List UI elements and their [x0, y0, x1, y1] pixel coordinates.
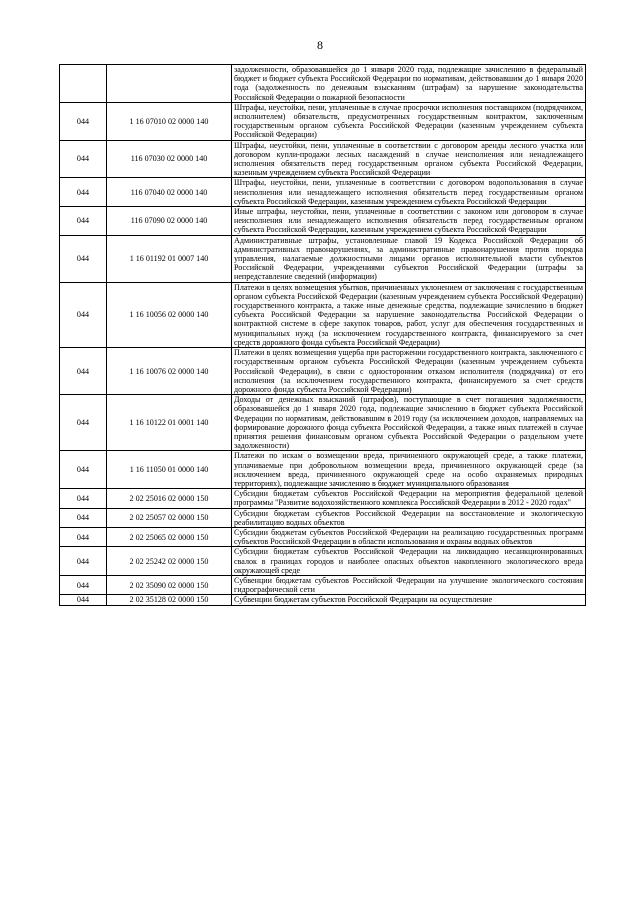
budget-classification-code-cell: 1 16 10122 01 0001 140 [107, 395, 232, 451]
revenue-name-cell: Субвенции бюджетам субъектов Российской Федерации на осуществление [232, 595, 586, 605]
administrator-code-cell: 044 [60, 140, 107, 178]
administrator-code-cell: 044 [60, 547, 107, 576]
table-row [60, 140, 586, 178]
revenue-name-cell: Штрафы, неустойки, пени, уплаченные в соответствии с договором водопользования в случае неисполнения или ненадлежащего исполнения обязательств перед государственным органом субъекта Российской Федерации, казенным учреждением субъекта Российской Федерации [232, 178, 586, 207]
budget-classification-code-cell: 1 16 11050 01 0000 140 [107, 451, 232, 489]
table-row [60, 348, 586, 395]
revenue-name-cell: Штрафы, неустойки, пени, уплаченные в соответствии с договором аренды лесного участка или договором купли-продажи лесных насаждений в случае неисполнения или ненадлежащего исполнения обязательств перед государственным органом субъекта Российской Федерации, казенным учреждением субъекта Российской Федерации [232, 140, 586, 178]
page-number: 8 [317, 38, 323, 52]
revenue-name-cell: Доходы от денежных взысканий (штрафов), поступающие в счет погашения задолженности, образовавшейся до 1 января 2020 года, подлежащие зачислению в бюджет субъекта Российской Федерации по нормативам, действовавшим в 2019 году (за исключением доходов, направляемых на формирование дорожного фонда субъекта Российской Федерации, а также иных платежей в случае принятия решения финансовым органом субъекта Российской Федерации о раздельном учете задолженности) [232, 395, 586, 451]
budget-classification-code-cell: 2 02 25016 02 0000 150 [107, 489, 232, 508]
revenue-name-cell: Субсидии бюджетам субъектов Российской Федерации на реализацию государственных программ субъектов Российской Федерации в области использования и охраны водных объектов [232, 527, 586, 546]
budget-classification-code-cell: 116 07030 02 0000 140 [107, 140, 232, 178]
revenue-name-cell: Субсидии бюджетам субъектов Российской Федерации на мероприятия федеральной целевой программы "Развитие водохозяйственного комплекса Российской Федерации в 2012 - 2020 годах" [232, 489, 586, 508]
budget-classification-code-cell: 2 02 25242 02 0000 150 [107, 547, 232, 576]
revenue-name-cell: Платежи в целях возмещения убытков, причиненных уклонением от заключения с государственным органом субъекта Российской Федерации (казенным учреждением субъекта Российской Федерации) государственного контракта, а также иные денежные средства, подлежащие зачислению в бюджет субъекта Российской Федерации за нарушение законодательства Российской Федерации о контрактной системе в сфере закупок товаров, работ, услуг для обеспечения государственных и муниципальных нужд (за исключением государственного контракта, финансируемого за счет средств дорожного фонда субъекта Российской Федерации) [232, 282, 586, 347]
administrator-code-cell: 044 [60, 489, 107, 508]
administrator-code-cell: 044 [60, 282, 107, 347]
table-row [60, 547, 586, 576]
administrator-code-cell: 044 [60, 235, 107, 282]
table-row [60, 595, 586, 605]
administrator-code-cell: 044 [60, 207, 107, 236]
budget-classification-code-cell: 2 02 25057 02 0000 150 [107, 508, 232, 527]
table-row [60, 395, 586, 451]
revenue-name-cell: задолженности, образовавшейся до 1 января 2020 года, подлежащие зачислению в федеральный бюджет и бюджет субъекта Российской Федерации по нормативам, действовавшим до 1 января 2020 года (задолженность по денежным взысканиям (штрафам) за нарушение законодательства Российской Федерации о пожарной безопасности [232, 65, 586, 103]
revenue-name-cell: Платежи по искам о возмещении вреда, причиненного окружающей среде, а также платежи, уплачиваемые при добровольном возмещении вреда, причиненного окружающей среде (за исключением вреда, причиненного окружающей среде на особо охраняемых природных территориях), подлежащие зачислению в бюджет муниципального образования [232, 451, 586, 489]
budget-classification-code-cell: 1 16 07010 02 0000 140 [107, 102, 232, 140]
table-row [60, 102, 586, 140]
budget-classification-code-cell: 116 07090 02 0000 140 [107, 207, 232, 236]
table-row [60, 489, 586, 508]
administrator-code-cell: 044 [60, 395, 107, 451]
budget-classification-code-cell: 2 02 35128 02 0000 150 [107, 595, 232, 605]
budget-classification-code-cell: 2 02 25065 02 0000 150 [107, 527, 232, 546]
budget-classification-code-cell: 1 16 10056 02 0000 140 [107, 282, 232, 347]
table-row [60, 65, 586, 103]
table-row [60, 527, 586, 546]
budget-classification-code-cell: 2 02 35090 02 0000 150 [107, 575, 232, 594]
administrator-code-cell: 044 [60, 527, 107, 546]
administrator-code-cell: 044 [60, 348, 107, 395]
administrator-code-cell: 044 [60, 508, 107, 527]
revenue-name-cell: Штрафы, неустойки, пени, уплаченные в случае просрочки исполнения поставщиком (подрядчиком, исполнителем) обязательств, предусмотренных государственным контрактом, заключенным государственным органом субъекта Российской Федерации (казенным учреждением субъекта Российской Федерации) [232, 102, 586, 140]
revenue-name-cell: Субсидии бюджетам субъектов Российской Федерации на восстановление и экологическую реабилитацию водных объектов [232, 508, 586, 527]
revenue-name-cell: Субсидии бюджетам субъектов Российской Федерации на ликвидацию несанкционированных свалок в границах городов и наиболее опасных объектов накопленного экологического вреда окружающей среде [232, 547, 586, 576]
table-row [60, 451, 586, 489]
table-row [60, 235, 586, 282]
administrator-code-cell: 044 [60, 451, 107, 489]
table-body [60, 65, 586, 606]
revenue-name-cell: Субвенции бюджетам субъектов Российской Федерации на улучшение экологического состояния гидрографической сети [232, 575, 586, 594]
administrator-code-cell: 044 [60, 102, 107, 140]
table-row [60, 207, 586, 236]
table-row [60, 575, 586, 594]
administrator-code-cell: 044 [60, 178, 107, 207]
revenue-name-cell: Платежи в целях возмещения ущерба при расторжении государственного контракта, заключенного с государственным органом субъекта Российской Федерации (казенным учреждением субъекта Российской Федерации), в связи с односторонним отказом исполнителя (подрядчика) от его исполнения (за исключением государственного контракта, финансируемого за счет средств дорожного фонда субъекта Российской Федерации) [232, 348, 586, 395]
revenue-name-cell: Иные штрафы, неустойки, пени, уплаченные в соответствии с законом или договором в случае неисполнения или ненадлежащего исполнения обязательств перед государственным органом субъекта Российской Федерации, казенным учреждением субъекта Российской Федерации [232, 207, 586, 236]
table-row [60, 178, 586, 207]
administrator-code-cell: 044 [60, 595, 107, 605]
budget-classification-code-cell: 1 16 01192 01 0007 140 [107, 235, 232, 282]
budget-classification-code-cell: 1 16 10076 02 0000 140 [107, 348, 232, 395]
table-row [60, 508, 586, 527]
revenue-codes-table [59, 64, 586, 606]
revenue-name-cell: Административные штрафы, установленные главой 19 Кодекса Российской Федерации об административных правонарушениях, за административные правонарушения против порядка управления, налагаемые должностными лицами органов исполнительной власти субъектов Российской Федерации, учреждениями субъектов Российской Федерации (штрафы за непредставление сведений (информации) [232, 235, 586, 282]
table-row [60, 282, 586, 347]
budget-classification-code-cell: 116 07040 02 0000 140 [107, 178, 232, 207]
administrator-code-cell [60, 65, 107, 103]
administrator-code-cell: 044 [60, 575, 107, 594]
budget-classification-code-cell [107, 65, 232, 103]
